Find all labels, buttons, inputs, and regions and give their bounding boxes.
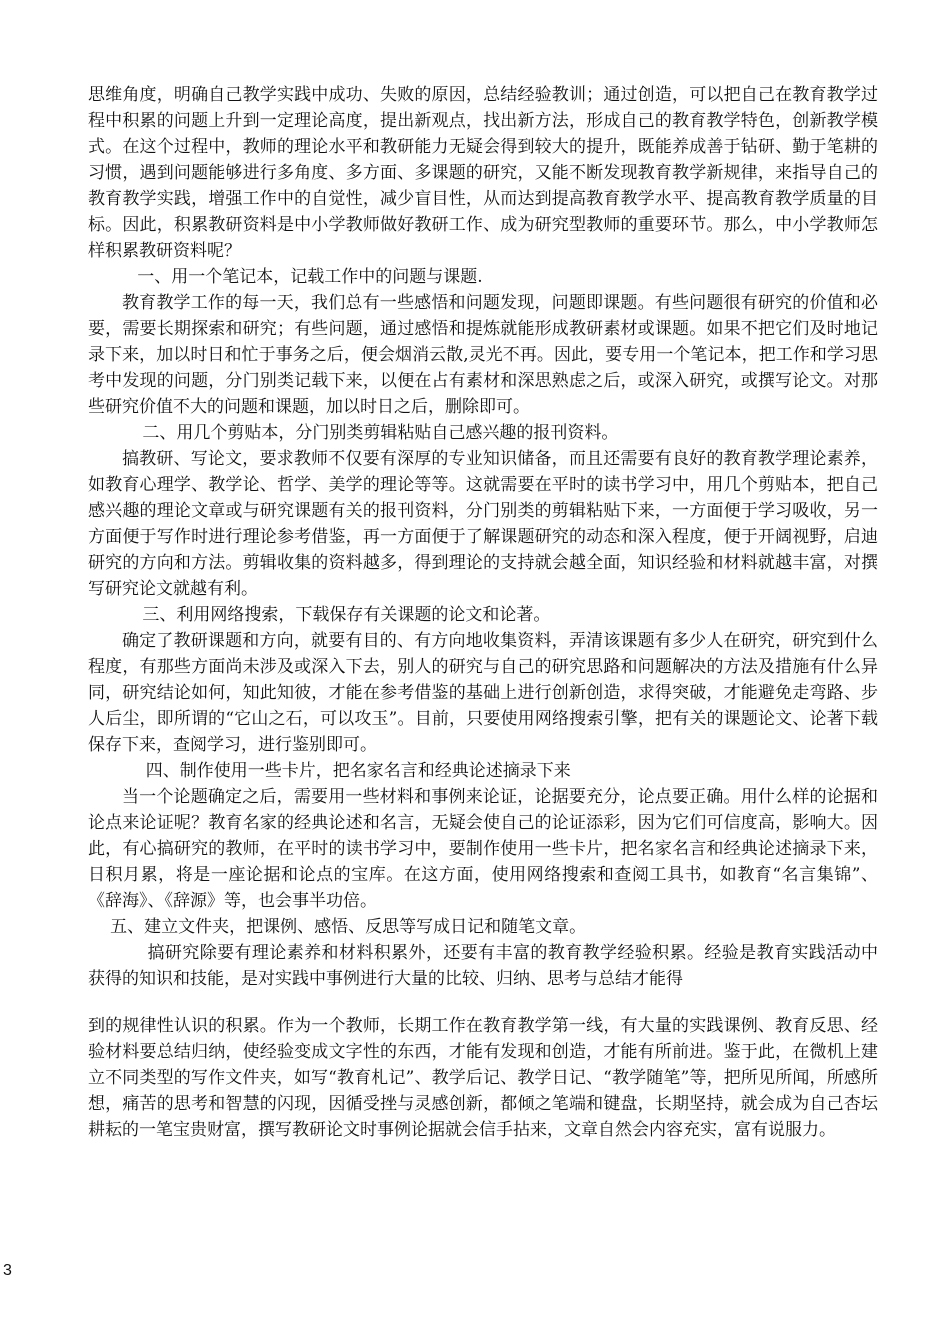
section-heading-3: 三、利用网络搜索，下载保存有关课题的论文和论著。 (142, 605, 551, 625)
section-heading-1: 一、用一个笔记本，记载工作中的问题与课题. (137, 267, 483, 287)
intro-paragraph: 思维角度，明确自己教学实践中成功、失败的原因，总结经验教训；通过创造，可以把自己在教育教学过程中积累的问题上升到一定理论高度，提出新观点，找出新方法，形成自己的教育教学特色，创新教学模式。在这个过程中，教师的理论水平和教研能力无疑会得到较大的提升，既能养成善于钻研、勤于笔耕的习惯，遇到问题能够进行多角度、多方面、多课题的研究，又能不断发现教育教学新规律，来指导自己的教育教学实践，增强工作中的自觉性，减少盲目性，从而达到提高教育教学水平、提高教育教学质量的目标。因此，积累教研资料是中小学教师做好教研工作、成为研究型教师的重要环节。那么，中小学教师怎样积累教研资料呢？ (88, 85, 878, 261)
section-body-2: 搞教研、写论文，要求教师不仅要有深厚的专业知识储备，而且还需要有良好的教育教学理论素养，如教育心理学、教学论、哲学、美学的理论等等。这就需要在平时的读书学习中，用几个剪贴本，把自己感兴趣的理论文章或与研究课题有关的报刊资料，分门别类的剪辑粘贴下来，一方面便于学习吸收，另一方面便于写作时进行理论参考借鉴，再一方面便于了解课题研究的动态和深入程度，便于开阔视野，启迪研究的方向和方法。剪辑收集的资料越多，得到理论的支持就会越全面，知识经验和材料就越丰富，对撰写研究论文就越有利。 (88, 449, 878, 599)
body-text-top (88, 82, 878, 992)
section-body-4: 当一个论题确定之后，需要用一些材料和事例来论证，论据要充分，论点要正确。用什么样的论据和论点来论证呢？教育名家的经典论述和名言，无疑会使自己的论证添彩，因为它们可信度高，影响大。因此，有心搞研究的教师，在平时的读书学习中，要制作使用一些卡片，把名家名言和经典论述摘录下来，日积月累，将是一座论据和论点的宝库。在这方面，使用网络搜索和查阅工具书，如教育“名言集锦”、《辞海》、《辞源》等，也会事半功倍。 (88, 787, 878, 911)
section-body-5-continued: 到的规律性认识的积累。作为一个教师，长期工作在教育教学第一线，有大量的实践课例、教育反思、经验材料要总结归纳，使经验变成文字性的东西，才能有发现和创造，才能有所前进。鉴于此，在微机上建立不同类型的写作文件夹，如写“教育札记”、教学后记、教学日记、“教学随笔”等，把所见所闻，所感所想，痛苦的思考和智慧的闪现，因循受挫与灵感创新，都倾之笔端和键盘，长期坚持，就会成为自己杏坛耕耘的一笔宝贵财富，撰写教研论文时事例论据就会信手拈来，文章自然会内容充实，富有说服力。 (88, 1016, 878, 1140)
section-heading-5: 五、建立文件夹，把课例、感悟、反思等写成日记和随笔文章。 (110, 917, 587, 937)
body-text-bottom (88, 1013, 878, 1143)
section-body-5: 搞研究除要有理论素养和材料积累外，还要有丰富的教育教学经验积累。经验是教育实践活动中获得的知识和技能，是对实践中事例进行大量的比较、归纳、思考与总结才能得 (88, 943, 878, 989)
page-number: 3 (3, 1262, 12, 1279)
section-body-1: 教育教学工作的每一天，我们总有一些感悟和问题发现，问题即课题。有些问题很有研究的价值和必要，需要长期探索和研究；有些问题，通过感悟和提炼就能形成教研素材或课题。如果不把它们及时地记录下来，加以时日和忙于事务之后，便会烟消云散,灵光不再。因此，要专用一个笔记本，把工作和学习思考中发现的问题，分门别类记载下来，以便在占有素材和深思熟虑之后，或深入研究，或撰写论文。对那些研究价值不大的问题和课题，加以时日之后，删除即可。 (88, 293, 878, 417)
section-heading-4: 四、制作使用一些卡片，把名家名言和经典论述摘录下来 (145, 761, 571, 781)
section-heading-2: 二、用几个剪贴本，分门别类剪辑粘贴自己感兴趣的报刊资料。 (142, 423, 619, 443)
section-body-3: 确定了教研课题和方向，就要有目的、有方向地收集资料，弄清该课题有多少人在研究，研究到什么程度，有那些方面尚未涉及或深入下去，别人的研究与自己的研究思路和问题解决的方法及措施有什么异同，研究结论如何，知此知彼，才能在参考借鉴的基础上进行创新创造，求得突破，才能避免走弯路、步人后尘，即所谓的“它山之石，可以攻玉”。目前，只要使用网络搜索引擎，把有关的课题论文、论著下载保存下来，查阅学习，进行鉴别即可。 (88, 631, 878, 755)
